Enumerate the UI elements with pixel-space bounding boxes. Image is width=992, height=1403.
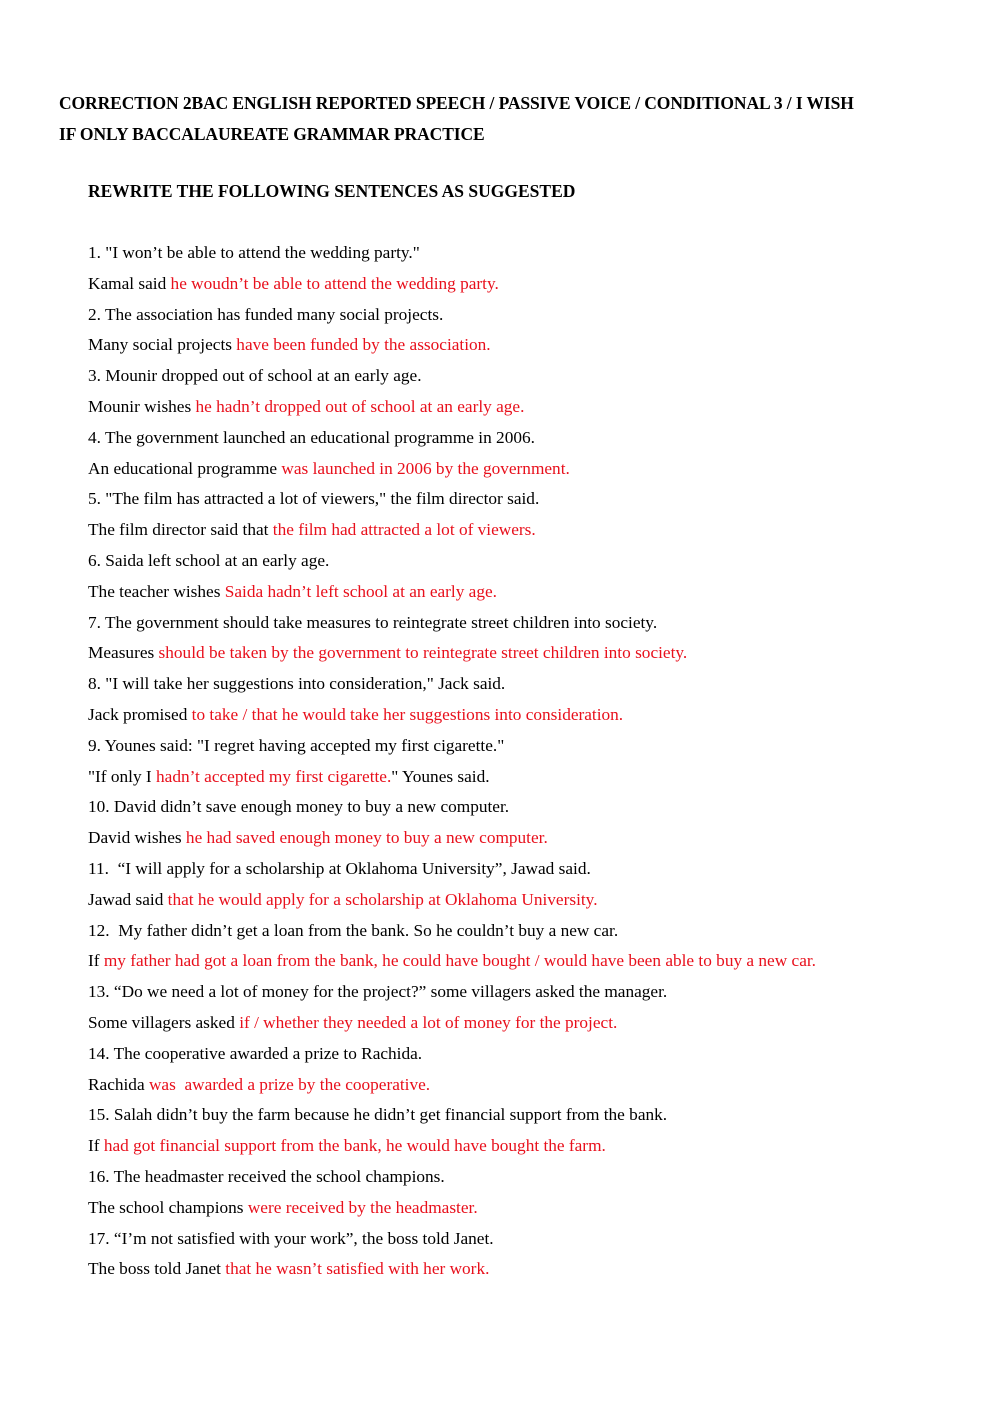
question-sentence: 4. The government launched an educational programme in 2006. xyxy=(88,427,535,447)
answer-suffix: " Younes said. xyxy=(391,766,490,786)
answer-prefix: Measures xyxy=(88,643,159,663)
answer-sentence xyxy=(88,1073,816,1104)
exercise-list xyxy=(88,241,816,1288)
answer-sentence xyxy=(88,518,816,549)
answer-sentence xyxy=(88,1196,816,1227)
answer-prefix: Jawad said xyxy=(88,889,168,909)
answer-sentence xyxy=(88,765,816,796)
question-sentence: 2. The association has funded many social projects. xyxy=(88,304,444,324)
answer-correction: that he wasn’t satisfied with her work. xyxy=(225,1259,490,1279)
question-sentence: 5. "The film has attracted a lot of viewers," the film director said. xyxy=(88,489,540,509)
answer-correction: have been funded by the association. xyxy=(236,335,491,355)
question-sentence: 16. The headmaster received the school champions. xyxy=(88,1166,445,1186)
section-heading: REWRITE THE FOLLOWING SENTENCES AS SUGGESTED xyxy=(88,181,576,201)
document-title xyxy=(59,88,854,150)
answer-correction: were received by the headmaster. xyxy=(247,1197,478,1217)
question-sentence: 15. Salah didn’t buy the farm because he didn’t get financial support from the bank. xyxy=(88,1105,668,1125)
answer-prefix: Kamal said xyxy=(88,273,171,293)
question-sentence: 8. "I will take her suggestions into consideration," Jack said. xyxy=(88,674,506,694)
answer-sentence xyxy=(88,826,816,857)
answer-correction: Saida hadn’t left school at an early age. xyxy=(224,581,497,601)
question-sentence: 12. My father didn’t get a loan from the bank. So he couldn’t buy a new car. xyxy=(88,920,619,940)
answer-sentence xyxy=(88,1011,816,1042)
question-sentence: 10. David didn’t save enough money to buy a new computer. xyxy=(88,797,510,817)
answer-correction: if / whether they needed a lot of money for the project. xyxy=(239,1012,618,1032)
answer-correction: the film had attracted a lot of viewers. xyxy=(272,520,536,540)
answer-correction: that he would apply for a scholarship at Oklahoma University. xyxy=(167,889,598,909)
title-line-1: CORRECTION 2BAC ENGLISH REPORTED SPEECH / PASSIVE VOICE / CONDITIONAL 3 / I WISH xyxy=(59,93,854,113)
answer-prefix: Jack promised xyxy=(88,704,192,724)
answer-prefix: The teacher wishes xyxy=(88,581,225,601)
answer-prefix: Many social projects xyxy=(88,335,237,355)
answer-prefix: Some villagers asked xyxy=(88,1012,240,1032)
answer-correction: he had saved enough money to buy a new computer. xyxy=(185,828,548,848)
answer-prefix: If xyxy=(88,951,104,971)
answer-sentence xyxy=(88,395,816,426)
answer-sentence xyxy=(88,272,816,303)
answer-sentence xyxy=(88,1257,816,1288)
question-sentence: 17. “I’m not satisfied with your work”, the boss told Janet. xyxy=(88,1228,494,1248)
answer-prefix: "If only I xyxy=(88,766,157,786)
answer-prefix: David wishes xyxy=(88,828,186,848)
answer-sentence xyxy=(88,580,816,611)
answer-correction: my father had got a loan from the bank, he could have bought / would have been able to buy a new car. xyxy=(103,951,816,971)
answer-sentence xyxy=(88,949,816,980)
answer-correction: should be taken by the government to reintegrate street children into society. xyxy=(158,643,688,663)
answer-prefix: Mounir wishes xyxy=(88,396,196,416)
question-sentence: 7. The government should take measures to reintegrate street children into society. xyxy=(88,612,658,632)
answer-correction: hadn’t accepted my first cigarette. xyxy=(156,766,392,786)
answer-correction: was launched in 2006 by the government. xyxy=(281,458,570,478)
answer-correction: was awarded a prize by the cooperative. xyxy=(148,1074,431,1094)
question-sentence: 14. The cooperative awarded a prize to Rachida. xyxy=(88,1043,423,1063)
question-sentence: 3. Mounir dropped out of school at an early age. xyxy=(88,366,422,386)
answer-sentence xyxy=(88,703,816,734)
question-sentence: 13. “Do we need a lot of money for the project?” some villagers asked the manager. xyxy=(88,982,668,1002)
answer-prefix: The school champions xyxy=(88,1197,248,1217)
title-line-2: IF ONLY BACCALAUREATE GRAMMAR PRACTICE xyxy=(59,124,485,144)
answer-prefix: The film director said that xyxy=(88,520,273,540)
answer-sentence xyxy=(88,457,816,488)
question-sentence: 1. "I won’t be able to attend the wedding party." xyxy=(88,243,420,262)
answer-correction: to take / that he would take her suggestions into consideration. xyxy=(191,704,624,724)
question-sentence: 9. Younes said: "I regret having accepted my first cigarette." xyxy=(88,735,505,755)
answer-sentence xyxy=(88,888,816,919)
answer-sentence xyxy=(88,641,816,672)
answer-prefix: If xyxy=(88,1136,104,1156)
answer-correction: he hadn’t dropped out of school at an early age. xyxy=(195,396,525,416)
answer-prefix: The boss told Janet xyxy=(88,1259,226,1279)
answer-prefix: An educational programme xyxy=(88,458,282,478)
answer-correction: he woudn’t be able to attend the wedding party. xyxy=(170,273,499,293)
answer-correction: had got financial support from the bank, he would have bought the farm. xyxy=(103,1136,606,1156)
question-sentence: 6. Saida left school at an early age. xyxy=(88,550,330,570)
answer-sentence xyxy=(88,1134,816,1165)
answer-sentence xyxy=(88,333,816,364)
answer-prefix: Rachida xyxy=(88,1074,149,1094)
question-sentence: 11. “I will apply for a scholarship at Oklahoma University”, Jawad said. xyxy=(88,858,591,878)
